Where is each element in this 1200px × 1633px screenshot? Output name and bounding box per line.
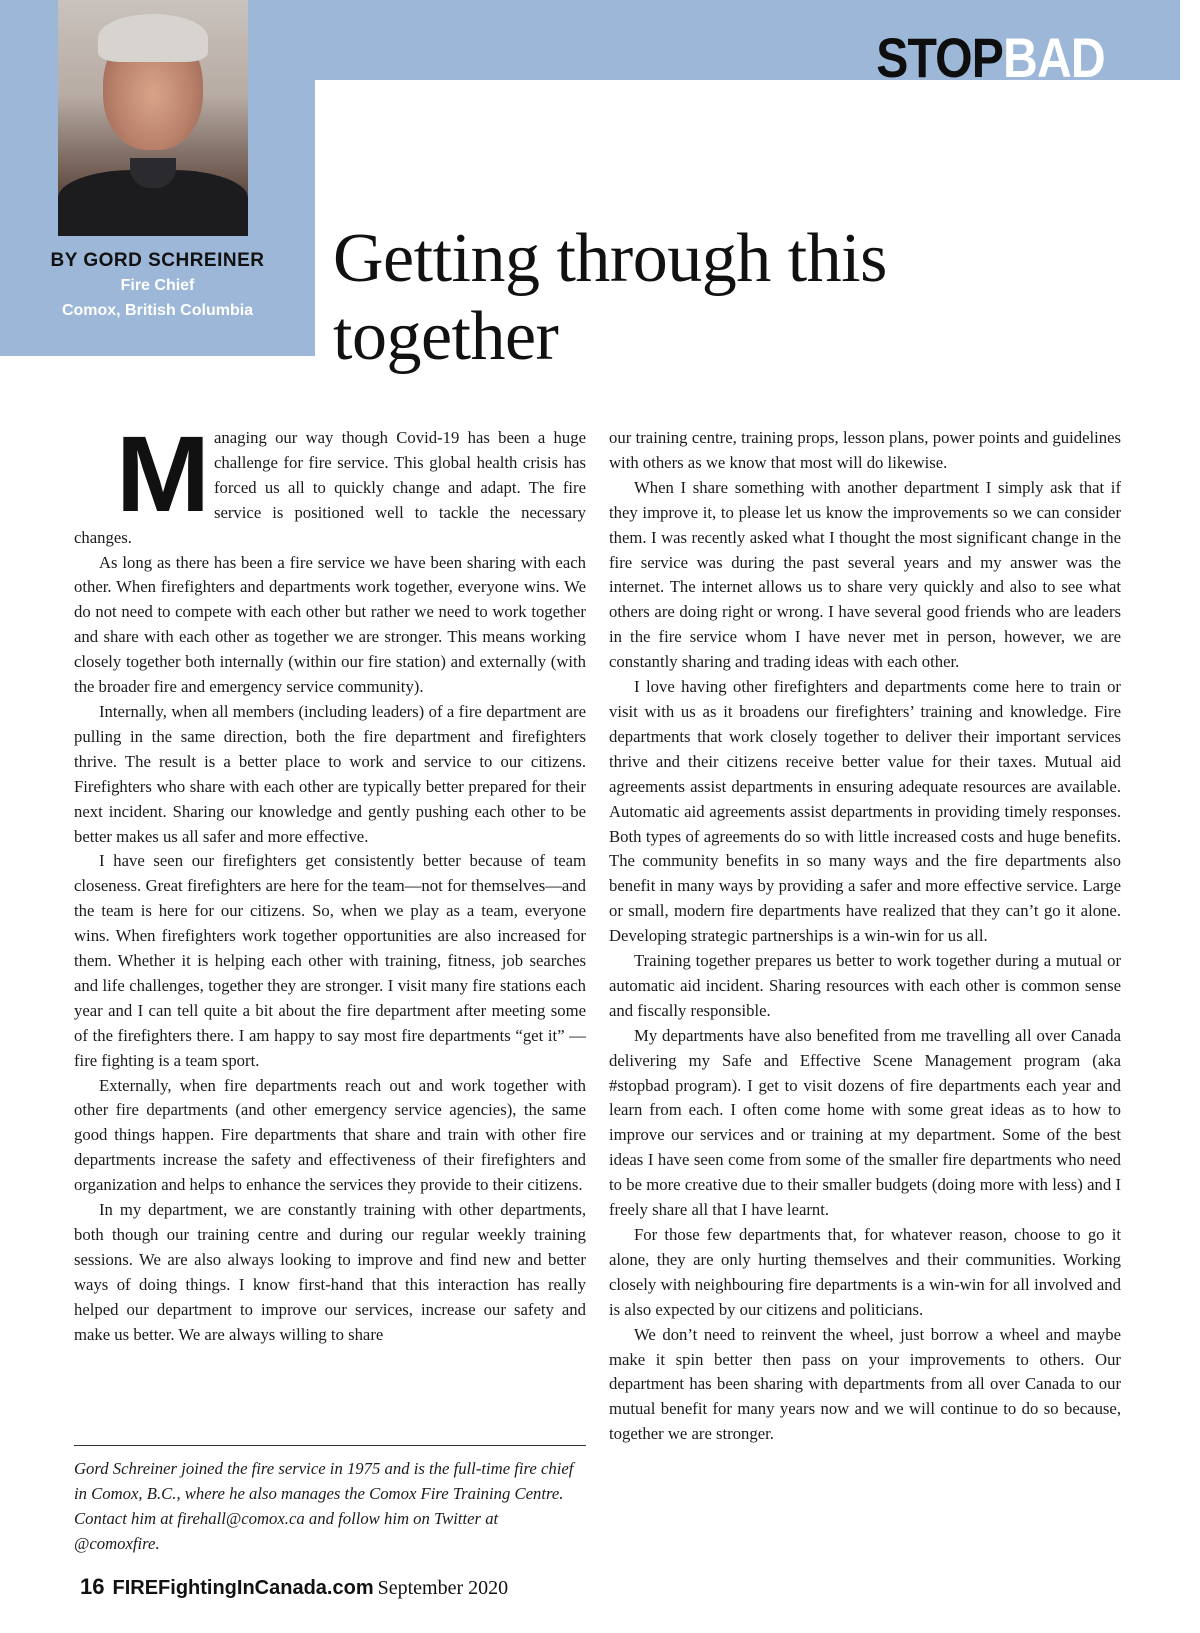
article-paragraph: our training centre, training props, lesson plans, power points and guidelines with others as we know that most will do likewise. — [609, 428, 1121, 472]
article-paragraph: As long as there has been a fire service we have been sharing with each other. When firefighters and departments work together, everyone wins. We do not need to compete with each other but rather we need to work together and share with each other as together we are stronger. This means working closely together both internally (within our fire station) and externally (with the broader fire and emergency service community). — [74, 552, 586, 697]
article-paragraph: We don’t need to reinvent the wheel, just borrow a wheel and maybe make it spin better then pass on your improvements to others. Our department has been sharing with departments from all over Canada to our mutual benefit for many years now and we will continue to do so because, together we are stronger. — [609, 1324, 1121, 1444]
bio-divider — [74, 1445, 586, 1446]
headline-line-1: Getting through this — [333, 220, 887, 297]
logo-bad: BAD — [1003, 26, 1105, 89]
article-paragraph: I love having other firefighters and departments come here to train or visit with us as it broadens our firefighters’ training and knowledge. Fire departments that work closely together to deliver their important services thrive and their citizens receive better value for their taxes. Mutual aid agreements assist departments in ensuring adequate resources are available. Automatic aid agreements assist departments in providing timely responses. Both types of agreements do so with little increased costs and huge benefits. The community benefits in so many ways and the fire departments also benefit in many ways by providing a safer and more effective service. Large or small, modern fire departments have realized that they can’t go it alone. Developing strategic partnerships is a win-win for us all. — [609, 677, 1121, 946]
byline-place: Comox, British Columbia — [61, 302, 254, 319]
article-column-right — [609, 426, 1121, 1447]
article-paragraph: Externally, when fire departments reach out and work together with other fire departments (and other emergency service agencies), the same good things happen. Fire departments that share and train with other fire departments increase the safety and effectiveness of their firefighters and organization and helps to enhance the services they provide to their citizens. — [74, 1075, 586, 1195]
headline-line-2: together — [333, 298, 559, 375]
article-paragraph: Internally, when all members (including leaders) of a fire department are pulling in the same direction, both the fire department and firefighters thrive. The result is a better place to work and service to our citizens. Firefighters who share with each other are typically better prepared for their next incident. Sharing our knowledge and gently pushing each other to be better makes us all safer and more effective. — [74, 701, 586, 846]
drop-cap: M — [115, 413, 211, 534]
byline-name: BY GORD SCHREINER — [50, 250, 265, 271]
author-photo — [58, 0, 248, 236]
paragraph-text: anaging our way though Covid-19 has been a huge challenge for fire service. This global health crisis has forced us all to quickly change and adapt. The fire service is positioned well to tackle the necessary changes. — [74, 428, 586, 547]
footer-site: FIREFightingInCanada.com — [112, 1577, 374, 1599]
article-paragraph: When I share something with another department I simply ask that if they improve it, to please let us know the improvements so we can consider them. I was recently asked what I thought the most significant change in the fire service was during the past several years and my answer was the internet. The internet allows us to share very quickly and also to see what others are doing right or wrong. I have several good friends who are leaders in the fire service whom I have never met in person, however, we are constantly sharing and trading ideas with each other. — [609, 477, 1121, 672]
article-paragraph: In my department, we are constantly training with other departments, both though our training centre and during our regular weekly training sessions. We are also always looking to improve and find new and better ways of doing things. I know first-hand that this interaction has really helped our department to improve our services, increase our safety and make us better. We are always willing to share — [74, 1200, 586, 1344]
footer-date: September 2020 — [377, 1577, 509, 1599]
page-number: 16 — [80, 1574, 105, 1599]
page-footer — [80, 1574, 508, 1600]
author-photo-hair — [98, 14, 208, 62]
logo-stop: STOP — [876, 26, 1004, 89]
article-paragraph: My departments have also benefited from me travelling all over Canada delivering my Safe and Effective Scene Management program (aka #stopbad program). I get to visit dozens of fire departments each year and learn from each. I often come home with some great ideas as to how to improve our services and or training at my department. Some of the best ideas I have seen come from some of the smaller fire departments who need to be more creative due to their smaller budgets (doing more with less) and I freely share all that I have learnt. — [609, 1025, 1121, 1220]
stopbad-logo — [876, 28, 1105, 88]
article-paragraph — [74, 413, 586, 551]
byline-title: Fire Chief — [120, 277, 195, 294]
headline — [333, 220, 1153, 376]
article-paragraph: I have seen our firefighters get consistently better because of team closeness. Great firefighters are here for the team—not for themselves—and the team is here for our citizens. So, when we play as a team, everyone wins. When firefighters work together opportunities are also increased for them. Whether it is helping each other with training, fitness, job searches and life challenges, together they are stronger. I visit many fire stations each year and I can tell quite a bit about the fire department after meeting some of the firefighters there. I am happy to say most fire departments “get it” — fire fighting is a team sport. — [74, 851, 586, 1070]
article-paragraph: For those few departments that, for whatever reason, choose to go it alone, they are only hurting themselves and their communities. Working closely with neighbouring fire departments is a win-win for all involved and is also expected by our citizens and politicians. — [609, 1225, 1121, 1319]
article-paragraph: Training together prepares us better to work together during a mutual or automatic aid incident. Sharing resources with each other is common sense and fiscally responsible. — [609, 951, 1121, 1020]
author-bio: Gord Schreiner joined the fire service in 1975 and is the full-time fire chief in Comox, B.C., where he also manages the Comox Fire Training Centre. Contact him at firehall@comox.ca and follow him on Twitter at @comoxfire. — [74, 1459, 574, 1553]
article-column-left — [74, 413, 586, 1348]
